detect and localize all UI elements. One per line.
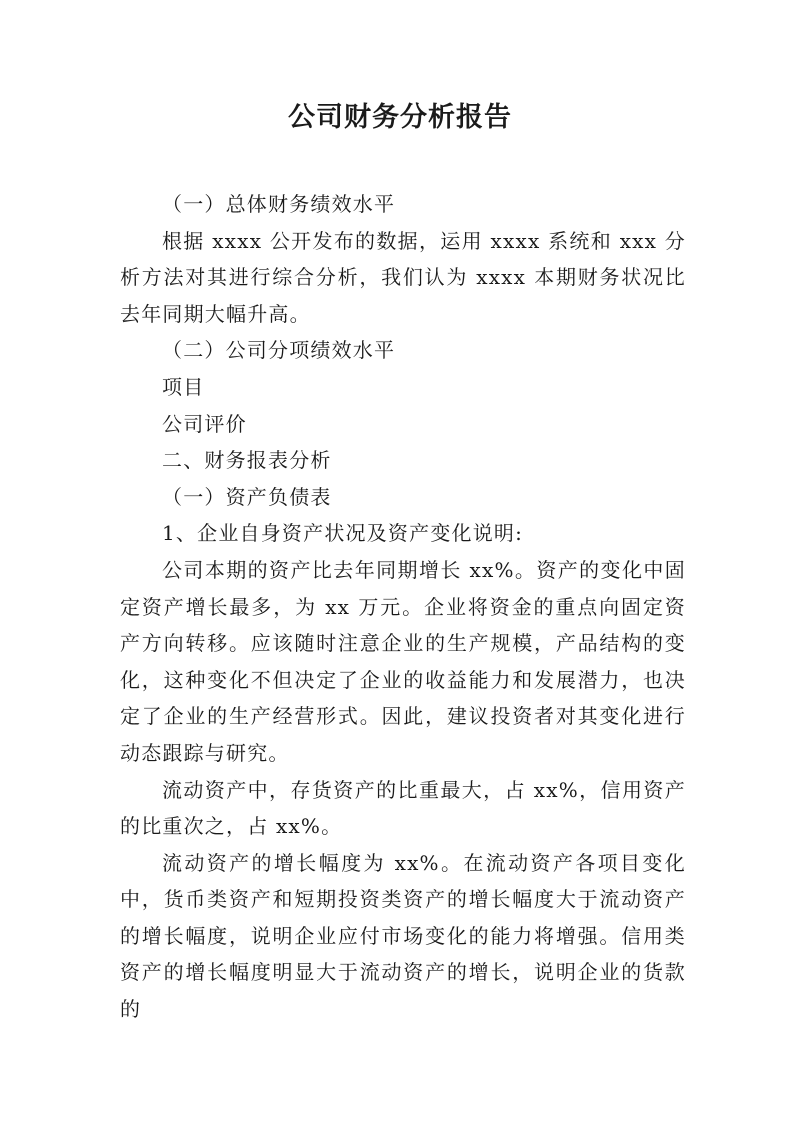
heading-statement-analysis: 二、财务报表分析 — [162, 448, 332, 473]
heading-asset-status: 1、企业自身资产状况及资产变化说明: — [162, 521, 524, 546]
paragraph-current-assets-growth: 流动资产的增长幅度为 xx%。在流动资产各项目变化中，货币类资产和短期投资类资产的增长幅度大于流动资产的增长幅度，说明企业应付市场变化的能力将增强。信用类资产的增长幅度明显大于流动资产的增长，说明企业的货款的 — [120, 850, 686, 1022]
document-title: 公司财务分析报告 — [288, 102, 512, 133]
label-company-evaluation: 公司评价 — [162, 411, 247, 436]
heading-item-performance: （二）公司分项绩效水平 — [162, 338, 396, 363]
paragraph-current-assets-composition: 流动资产中，存货资产的比重最大，占 xx%，信用资产的比重次之，占 xx%。 — [120, 777, 686, 839]
document-body — [120, 186, 686, 1028]
paragraph-asset-change: 公司本期的资产比去年同期增长 xx%。资产的变化中固定资产增长最多，为 xx 万元。企业将资金的重点向固定资产方向转移。应该随时注意企业的生产规模，产品结构的变化，这种变化不但决定了企业的收益能力和发展潜力，也决定了企业的生产经营形式。因此，建议投资者对其变化进行动态跟踪与研究。 — [120, 557, 686, 765]
heading-overall-performance: （一）总体财务绩效水平 — [162, 192, 396, 216]
label-item: 项目 — [162, 374, 205, 399]
paragraph-overall-analysis: 根据 xxxx 公开发布的数据，运用 xxxx 系统和 xxx 分析方法对其进行综合分析，我们认为 xxxx 本期财务状况比去年同期大幅升高。 — [120, 228, 686, 326]
heading-balance-sheet: （一）资产负债表 — [162, 484, 332, 509]
